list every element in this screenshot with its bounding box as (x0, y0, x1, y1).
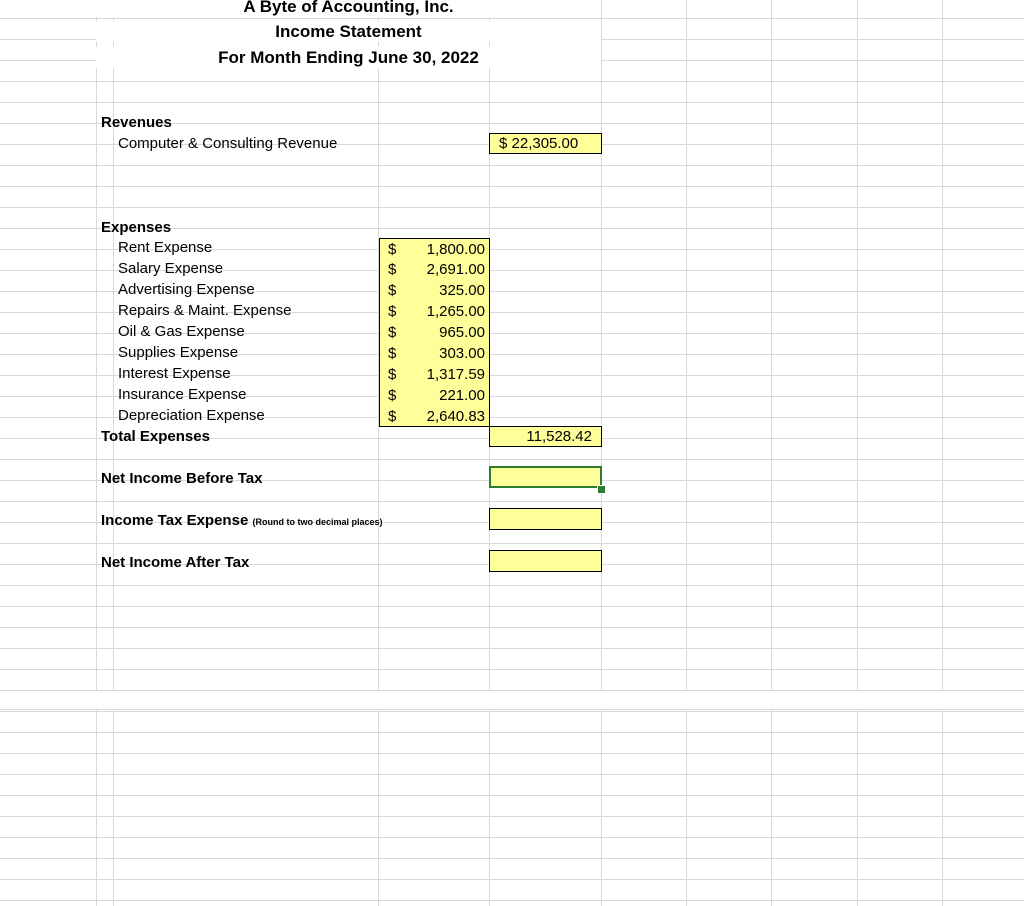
revenues-heading: Revenues (101, 114, 172, 131)
total-expenses-cell[interactable]: 11,528.42 (489, 426, 602, 447)
expense-amount: 1,800.00 (426, 241, 485, 258)
expense-amount-cell[interactable] (379, 259, 490, 280)
company-name: A Byte of Accounting, Inc. (96, 0, 601, 17)
net-income-before-tax-input[interactable] (489, 466, 602, 488)
expense-label: Insurance Expense (118, 386, 247, 403)
expense-label: Advertising Expense (118, 281, 255, 298)
expense-amount: 303.00 (439, 345, 485, 362)
net-income-before-tax-label: Net Income Before Tax (101, 470, 263, 487)
currency-symbol: $ (388, 408, 397, 425)
expense-amount: 2,640.83 (426, 408, 485, 425)
expense-amount-cell[interactable] (379, 280, 490, 301)
currency-symbol: $ (388, 241, 397, 258)
net-income-after-tax-label: Net Income After Tax (101, 554, 250, 571)
revenue-value-cell[interactable]: $ 22,305.00 (489, 133, 602, 154)
expense-amount-cell[interactable] (379, 322, 490, 343)
statement-period: For Month Ending June 30, 2022 (96, 47, 601, 68)
expense-amount: 1,317.59 (426, 366, 485, 383)
expense-amount: 965.00 (439, 324, 485, 341)
expense-amount-cell[interactable] (379, 238, 490, 259)
expense-label: Rent Expense (118, 239, 213, 256)
expense-label: Oil & Gas Expense (118, 323, 245, 340)
currency-symbol: $ (388, 387, 397, 404)
currency-symbol: $ (388, 261, 397, 278)
expense-amount: 1,265.00 (426, 303, 485, 320)
expense-amount: 2,691.00 (426, 261, 485, 278)
currency-symbol: $ (388, 324, 397, 341)
revenue-item-label: Computer & Consulting Revenue (118, 135, 338, 152)
expense-amount: 221.00 (439, 387, 485, 404)
income-tax-input[interactable] (489, 508, 602, 530)
expense-label: Supplies Expense (118, 344, 239, 361)
total-expenses-label: Total Expenses (101, 428, 210, 445)
currency-symbol: $ (388, 345, 397, 362)
expense-amount: 325.00 (439, 282, 485, 299)
expense-amount-cell[interactable] (379, 301, 490, 322)
currency-symbol: $ (388, 303, 397, 320)
rounding-note: (Round to two decimal places) (252, 517, 383, 527)
fill-handle[interactable] (597, 485, 606, 494)
net-income-after-tax-input[interactable] (489, 550, 602, 572)
expense-amount-cell[interactable] (379, 343, 490, 364)
expense-amount-cell[interactable] (379, 406, 490, 427)
expenses-heading: Expenses (101, 219, 172, 236)
expense-label: Interest Expense (118, 365, 231, 382)
currency-symbol: $ (388, 366, 397, 383)
expense-label: Repairs & Maint. Expense (118, 302, 292, 319)
income-tax-label (101, 511, 382, 532)
expense-label: Depreciation Expense (118, 407, 265, 424)
income-tax-label-text: Income Tax Expense (101, 512, 249, 529)
statement-title: Income Statement (96, 21, 601, 42)
currency-symbol: $ (388, 282, 397, 299)
expense-amount-cell[interactable] (379, 364, 490, 385)
expense-amount-cell[interactable] (379, 385, 490, 406)
expense-label: Salary Expense (118, 260, 224, 277)
